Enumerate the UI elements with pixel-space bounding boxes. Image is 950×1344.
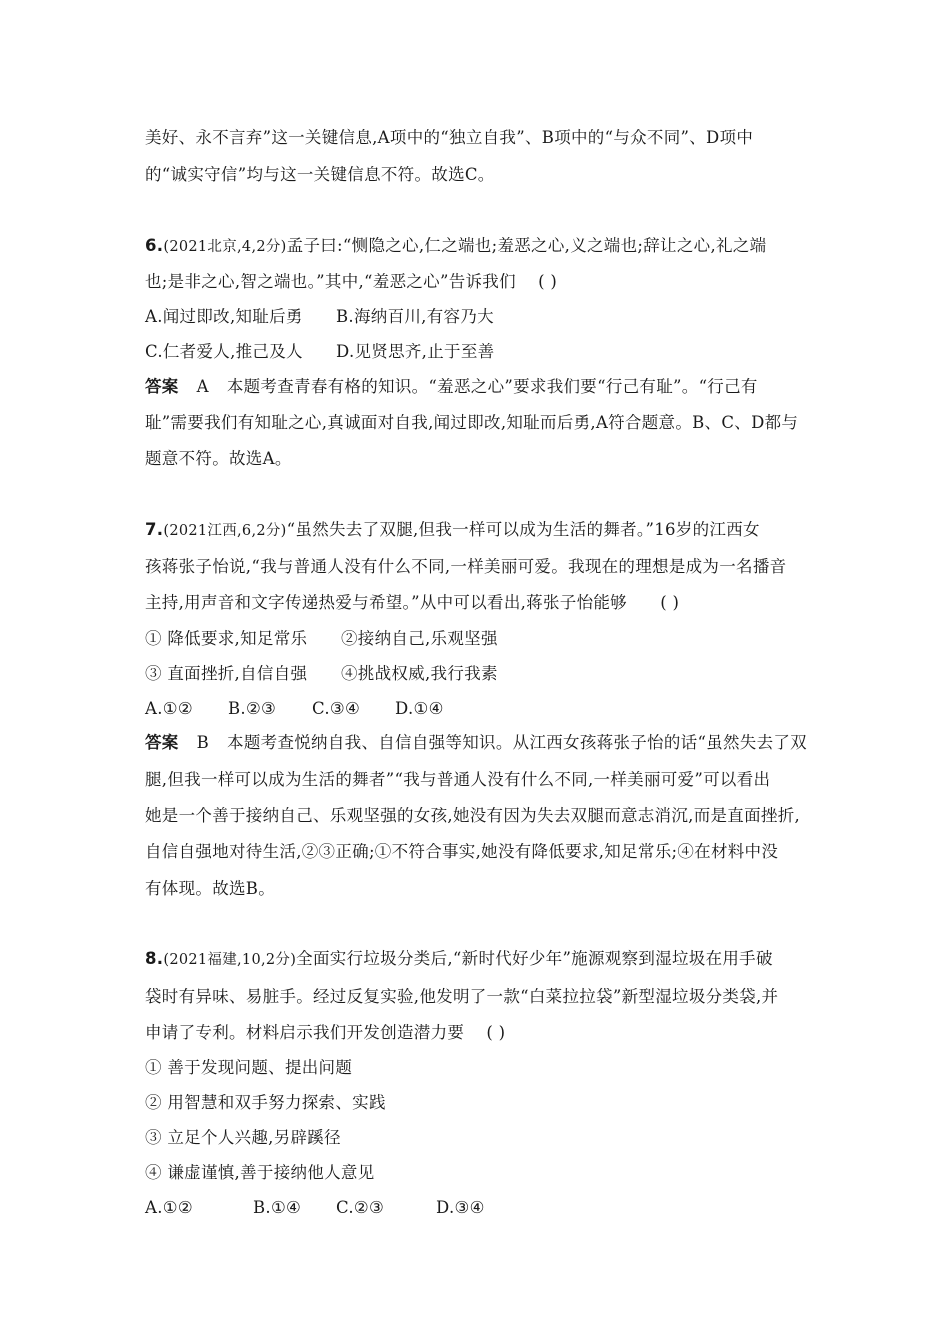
option-c: C.仁者爱人,推己及人 [145,342,303,361]
answer-text: 腿,但我一样可以成为生活的舞者”“我与普通人没有什么不同,一样美丽可爱”可以看出 [145,770,771,789]
question-6-answer [145,375,758,399]
answer-text: 自信自强地对待生活,②③正确;①不符合事实,她没有降低要求,知足常乐;④在材料中没 [145,842,779,861]
answer-text: 耻”需要我们有知耻之心,真诚面对自我,闻过即改,知耻而后勇,A符合题意。B、C、D都与 [145,413,799,432]
answer-label: 答案 [145,377,179,396]
answer-bracket: ( ) [660,593,680,612]
option-d: D.③④ [436,1198,485,1217]
question-source: (2021福建,10,2分) [163,952,297,968]
question-source: (2021江西,6,2分) [163,523,287,539]
question-6-options-row-2 [145,340,494,364]
question-text: 孩蒋张子怡说,“我与普通人没有什么不同,一样美丽可爱。我现在的理想是成为一名播音 [145,557,787,576]
question-text: “虽然失去了双腿,但我一样可以成为生活的舞者。”16岁的江西女 [286,520,760,539]
option-c: C.③④ [312,699,361,718]
question-number: 7. [145,520,164,539]
question-text: 袋时有异味、易脏手。经过反复实验,他发明了一款“白菜拉拉袋”新型湿垃圾分类袋,并 [145,987,779,1006]
question-text: 申请了专利。材料启示我们开发创造潜力要 [145,1023,465,1042]
answer-label: 答案 [145,733,179,752]
question-8-options [145,1196,485,1220]
statement-2: ② 用智慧和双手努力探索、实践 [145,1093,386,1112]
statement-3: ③ 直面挫折,自信自强 [145,664,308,683]
statement-1: ① 降低要求,知足常乐 [145,629,308,648]
question-8-stem-cont [145,1021,505,1045]
text-line: 美好、永不言弃”这一关键信息,A项中的“独立自我”、B项中的“与众不同”、D项中 [145,128,754,147]
answer-text: 题意不符。故选A。 [145,449,292,468]
question-7-statements-row-2 [145,662,498,686]
option-d: D.①④ [395,699,444,718]
question-7-statements-row-1 [145,627,498,651]
answer-letter: A [196,377,209,396]
question-text: 也;是非之心,智之端也。”其中,“羞恶之心”告诉我们 [145,272,516,291]
answer-bracket: ( ) [538,272,558,291]
answer-text: 她是一个善于接纳自己、乐观坚强的女孩,她没有因为失去双腿而意志消沉,而是直面挫折, [145,806,801,825]
option-a: A.①② [145,1198,193,1217]
question-text: 全面实行垃圾分类后,“新时代好少年”施源观察到湿垃圾在用手破 [296,949,773,968]
option-b: B.①④ [253,1198,302,1217]
option-b: B.②③ [228,699,277,718]
option-a: A.①② [145,699,193,718]
option-c: C.②③ [336,1198,385,1217]
answer-bracket: ( ) [486,1023,506,1042]
statement-4: ④挑战权威,我行我素 [341,664,498,683]
answer-text: 本题考查悦纳自我、自信自强等知识。从江西女孩蒋张子怡的话“虽然失去了双 [227,733,807,752]
question-6-stem-cont [145,270,557,294]
question-7-answer [145,731,807,755]
question-text: 主持,用声音和文字传递热爱与希望。”从中可以看出,蒋张子怡能够 [145,593,627,612]
statement-3: ③ 立足个人兴趣,另辟蹊径 [145,1128,341,1147]
option-d: D.见贤思齐,止于至善 [336,342,495,361]
option-b: B.海纳百川,有容乃大 [336,307,494,326]
question-6-options-row-1 [145,305,494,329]
question-source: (2021北京,4,2分) [163,239,287,255]
statement-4: ④ 谦虚谨慎,善于接纳他人意见 [145,1163,375,1182]
option-a: A.闻过即改,知耻后勇 [145,307,303,326]
answer-text: 有体现。故选B。 [145,879,276,898]
question-number: 8. [145,949,164,968]
question-text: 孟子曰:“恻隐之心,仁之端也;羞恶之心,义之端也;辞让之心,礼之端 [286,236,767,255]
question-8-stem [145,947,773,972]
question-number: 6. [145,236,164,255]
question-7-stem [145,518,760,543]
question-6-stem [145,234,766,259]
statement-2: ②接纳自己,乐观坚强 [341,629,498,648]
text-line: 的“诚实守信”均与这一关键信息不符。故选C。 [145,165,495,184]
question-7-stem-cont [145,591,679,615]
statement-1: ① 善于发现问题、提出问题 [145,1058,353,1077]
answer-text: 本题考查青春有格的知识。“羞恶之心”要求我们要“行己有耻”。“行己有 [226,377,758,396]
answer-letter: B [196,733,210,752]
question-7-options [145,697,444,721]
